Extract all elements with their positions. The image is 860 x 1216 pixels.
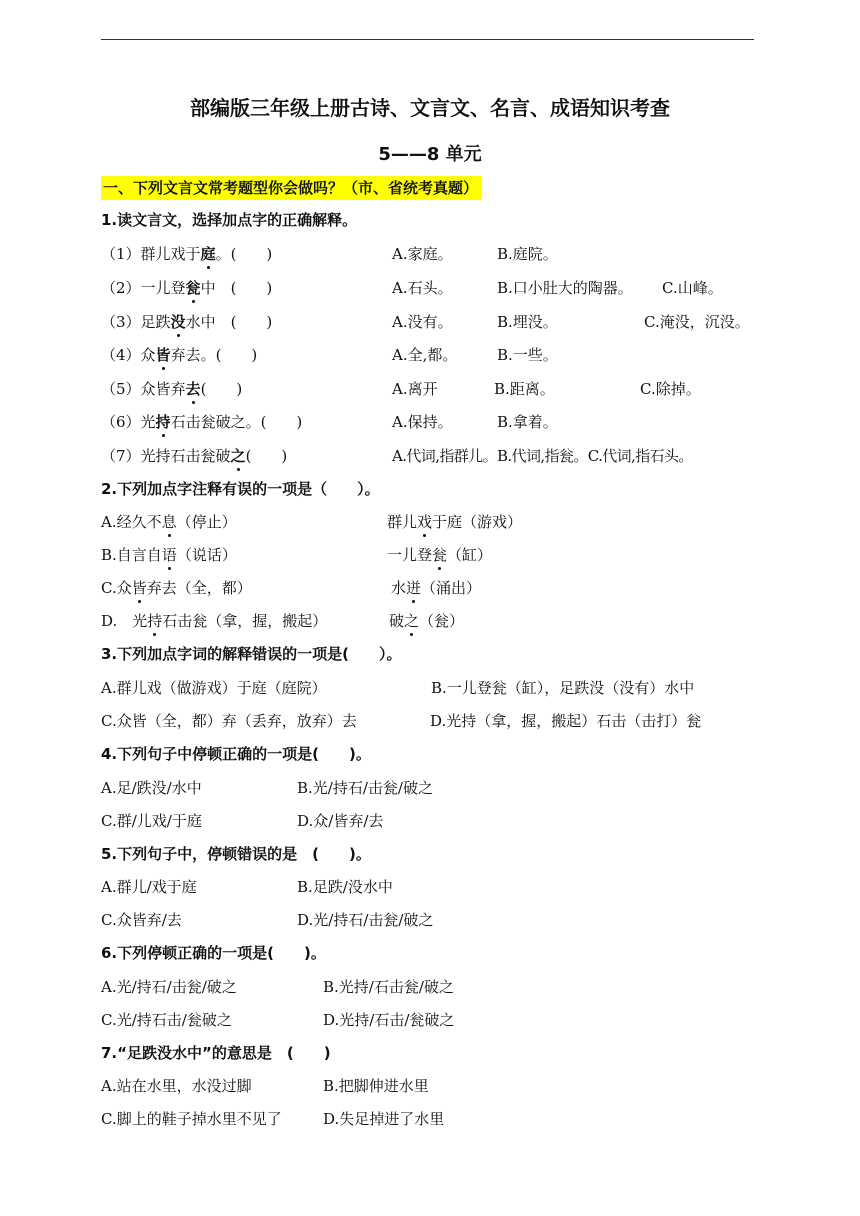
q3-option-c: C.众皆（全，都）弃（丢弃，放弃）去 bbox=[101, 712, 357, 730]
page-subtitle: 5——8 单元 bbox=[378, 144, 482, 165]
question-1-title: 1.读文言文，选择加点字的正确解释。 bbox=[101, 211, 358, 229]
q3-option-a: A.群儿戏（做游戏）于庭（庭院） bbox=[101, 679, 327, 697]
question-7-title: 7.“足跌没水中”的意思是 ( ) bbox=[101, 1044, 331, 1062]
question-3-title: 3.下列加点字词的解释错误的一项是( ）。 bbox=[101, 645, 402, 663]
question-2-title: 2.下列加点字注释有误的一项是（ ）。 bbox=[101, 480, 380, 498]
q3-option-b: B.一儿登瓮（缸），足跌没（没有）水中 bbox=[431, 679, 695, 697]
top-rule bbox=[101, 39, 754, 40]
question-4-title: 4.下列句子中停顿正确的一项是( )。 bbox=[101, 745, 371, 763]
question-6-title: 6.下列停顿正确的一项是( )。 bbox=[101, 944, 326, 962]
section-heading: 一、下列文言文常考题型你会做吗？（市、省统考真题） bbox=[101, 176, 482, 200]
page-title: 部编版三年级上册古诗、文言文、名言、成语知识考查 bbox=[190, 96, 670, 120]
q3-option-d: D.光持（拿，握，搬起）石击（击打）瓮 bbox=[430, 712, 702, 730]
question-5-title: 5.下列句子中，停顿错误的是 ( )。 bbox=[101, 845, 371, 863]
